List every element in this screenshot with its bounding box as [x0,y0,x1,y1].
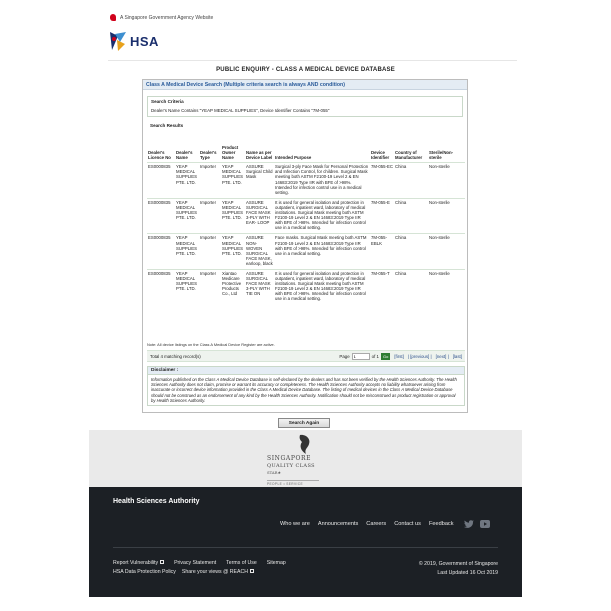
cell-dealer: YEAP MEDICAL SUPPLIES PTE. LTD. [176,164,198,185]
lion-head-icon [110,14,116,21]
footer-link-contact-us[interactable]: Contact us [394,521,421,527]
footer-link-report-vulnerability[interactable] [113,560,164,566]
footer-divider [113,547,498,548]
previous-page-link[interactable]: | [previous] | [407,353,432,359]
footer-link-announcements[interactable]: Announcements [317,521,359,527]
table-header-row [147,144,465,163]
footer-link-report-vulnerability-label: Report Vulnerability [113,560,159,566]
cell-sterile: Non-sterile [429,164,450,170]
pager-bar [147,350,465,362]
cell-identifier: 7M-055-EC [371,164,393,170]
footer-link-careers[interactable]: Careers [366,521,387,527]
column-header: Country of Manufacturer [395,150,423,161]
footer-link-reach[interactable] [182,569,254,575]
footer-copyright [419,560,498,578]
search-criteria-box [147,96,463,117]
external-link-icon [250,569,254,573]
youtube-icon[interactable] [480,520,490,528]
table-row [147,269,465,304]
cell-country: China [395,199,407,205]
column-header: Product Owner Name [222,145,239,161]
search-panel [142,79,468,413]
cell-dealer: YEAP MEDICAL SUPPLIES PTE. LTD. [176,235,198,256]
footer-link-reach-label: Share your views @ REACH [181,569,248,575]
cell-type: Importer [200,199,216,205]
cell-licence: ES0000835 [148,199,171,205]
footer-link-data-protection[interactable]: HSA Data Protection Policy [113,569,176,575]
logo-text: HSA [130,33,159,49]
sqc-line1: SINGAPORE [267,455,312,462]
cell-owner: YEAP MEDICAL SUPPLIES PTE. LTD. [222,199,244,221]
column-header: Name as per Device Label [246,150,273,161]
footer-legal-links-2 [113,569,254,575]
header-divider [108,60,517,61]
cell-type: Importer [200,164,216,170]
footer-title: Health Sciences Authority [113,498,200,505]
register-note: Note: All device listings on the Class A Medical Device Register are active. [147,342,275,347]
cell-purpose: It is used for general isolation and protection in outpatient, inpatient ward, laboratory of medical institutions. Surgical Mask meeting both ASTM F2100-19 Level 2 & EN 14683:2019 Type IIR with BFE of >98%. Intended for infection control use in a medical setting. [275,270,366,302]
cell-dealer: YEAP MEDICAL SUPPLIES PTE. LTD. [176,270,198,292]
cell-sterile: Non-sterile [429,270,450,276]
last-updated-text: Last Updated 16 Oct 2019 [437,570,498,576]
cell-identifier: 7M-055-E [371,199,390,205]
cell-purpose: Face masks. Surgical Mask meeting both ASTM F2100-19 Level 2 & EN 14683:2019 Type IIR with BFE of >98%. Intended for infection control use in a medical setting. [275,235,367,256]
footer-link-feedback[interactable]: Feedback [428,521,454,527]
pager [339,353,462,360]
cell-licence: ES0000835 [148,164,171,170]
cell-label: ASSURE NON-WOVEN SURGICAL FACE MASK, earloop, black [246,235,273,266]
cell-label: ASSURE Surgical Child Mask [246,164,273,180]
cell-licence: ES0000835 [148,235,171,241]
column-header: Sterile/Non-sterile [429,150,454,161]
cell-type: Importer [200,235,216,241]
footer-link-sitemap[interactable]: Sitemap [266,560,286,566]
hsa-logo[interactable] [108,30,159,52]
gov-banner-text: A Singapore Government Agency Website [120,14,214,21]
results-table [147,144,465,305]
page-title: PUBLIC ENQUIRY - CLASS A MEDICAL DEVICE DATABASE [216,67,395,73]
copyright-text: © 2019, Government of Singapore [418,561,498,567]
cell-sterile: Non-sterile [429,199,450,205]
cell-purpose: It is used for general isolation and protection in outpatient, inpatient ward, laboratory of medical institutions. Surgical Mask meeting both ASTM F2100-19 Level 2 & EN 14683:2019 Type IIR with BFE of >98%. Intended for infection control use in a medical setting. [275,199,366,231]
cell-identifier: 7M-055-T [371,270,390,276]
column-header: Dealer's Licence No [148,150,171,161]
sqc-line4: PEOPLE • SERVICE [267,480,319,486]
results-heading: Search Results [150,123,184,128]
social-links [464,520,490,529]
column-header: Device Identifier [371,150,390,161]
cell-owner: Xiantao Medicare Protective Products Co., Ltd [222,270,242,297]
disclaimer-heading: Disclaimer : [148,367,464,375]
criteria-value: Dealer's Name Contains "YEAP MEDICAL SUPPLIES", Device Identifier Contains "7M-055" [151,108,330,113]
first-page-link[interactable]: [first] [394,353,404,359]
cell-type: Importer [200,270,216,276]
last-page-link[interactable]: [last] [452,353,462,359]
sqc-line2: QUALITY CLASS [267,463,316,469]
cell-country: China [395,164,407,170]
criteria-heading: Search Criteria [151,99,184,104]
cell-country: China [395,270,407,276]
cell-country: China [395,235,407,241]
cell-owner: YEAP MEDICAL SUPPLIES PTE. LTD. [222,235,244,256]
column-header: Dealer's Type [200,150,217,161]
cell-sterile: Non-sterile [429,235,450,241]
column-header: Intended Purpose [275,155,312,161]
cell-label: ASSURE SURGICAL FACE MASK 3-PLY WITH EAR- LOOP [246,199,271,226]
disclaimer-box [147,366,465,406]
footer-legal-links [113,560,286,566]
table-row [147,234,465,270]
cell-owner: YEAP MEDICAL SUPPLIES PTE. LTD. [222,164,244,185]
cell-purpose: Surgical 3-ply Face Mask for Personal Protection and Infection Control, for children. Surgical Mask meeting both ASTM F2100-19 Level 2 & EN 14683:2019 Type IIR with BFE of >98%. Intended for infection control use in a medical setting. [275,164,369,195]
sqc-logo [267,441,351,486]
cell-licence: ES0000835 [148,270,171,276]
next-page-link[interactable]: [next] | [435,353,449,359]
footer-link-terms-of-use[interactable]: Terms of Use [226,560,257,566]
column-header: Dealer's Name [176,150,193,161]
panel-title: Class A Medical Device Search (Multiple criteria search is always AND condition) [143,80,467,90]
twitter-icon[interactable] [464,520,474,529]
hsa-logo-icon [108,30,128,52]
sqc-emblem-icon [297,433,313,455]
site-footer [89,487,522,597]
sqc-line3: STAR★ [267,470,281,475]
cell-dealer: YEAP MEDICAL SUPPLIES PTE. LTD. [176,199,198,221]
disclaimer-text: Information published on the Class A Medical Device Database is self-declared by the dealers and has not been verified by the Health Sciences Authority. The Health Sciences Authority does not claim, promise or warrant its accuracy or completeness. The Health Sciences Authority accepts no liability whatsoever arising from inaccurate or incorrect device information provided in the Class A Medical Device Database. The listing of medical devices in the Class A Medical Device Database should not be construed as an endorsement of any kind by the Health Sciences Authority. Notification should not be misconstrued as product registration or approval by Health Sciences Authority. [151,377,457,403]
page-count: of 1 [371,353,379,359]
table-row [147,198,465,234]
page-label: Page [339,353,350,359]
go-button[interactable]: Go [382,353,389,359]
page-number-input[interactable] [352,353,370,360]
gov-banner [110,14,213,21]
quality-class-banner [89,430,522,487]
footer-nav [280,521,454,527]
external-link-icon [160,560,164,564]
footer-link-who-we-are[interactable]: Who we are [280,521,310,527]
total-records: Total 4 matching record(s) [150,353,201,359]
footer-link-privacy-statement[interactable]: Privacy Statement [174,560,217,566]
search-again-button[interactable]: Search Again [278,418,330,428]
cell-identifier: 7M-055-EBLK [371,235,388,246]
table-row [147,163,465,199]
cell-label: ASSURE SURGICAL FACE MASK 3-PLY WITH TIE ON [246,270,271,297]
